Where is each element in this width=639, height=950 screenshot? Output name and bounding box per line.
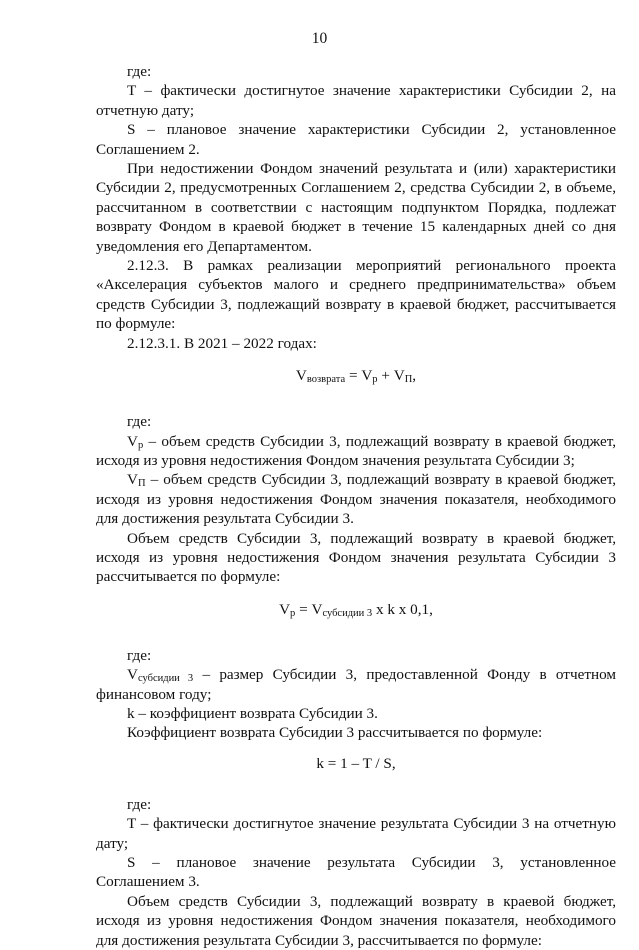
page-number: 10 [311, 30, 328, 47]
formula-symbol: + V [377, 367, 405, 385]
paragraph-coefficient: Коэффициент возврата Субсидии 3 рассчитывается по формуле: [127, 724, 543, 742]
formula-subscript: возврата [306, 374, 346, 386]
paragraph-2-12-3-1: 2.12.3.1. В 2021 – 2022 годах: [127, 334, 317, 352]
formula-symbol: V [127, 471, 138, 489]
definition-k: k – коэффициент возврата Субсидии 3. [127, 704, 378, 722]
definition-vn [96, 470, 616, 528]
formula-subscript: П [404, 374, 413, 386]
formula-subscript: субсидии 3 [137, 673, 194, 685]
formula-symbol: V [127, 666, 138, 684]
formula-subscript: р [137, 439, 144, 451]
paragraph-volume-indicator: Объем средств Субсидии 3, подлежащий возврату в краевой бюджет, исходя из уровня недостижения Фондом значения показателя, необходимого для достижения результата Субсидии 3, рассчитывается по формуле: [96, 892, 616, 949]
definition-text: – размер Субсидии 3, предоставленной Фонду в отчетном финансовом году; [96, 666, 617, 703]
definition-vp [96, 432, 616, 471]
formula-symbol: V [279, 600, 291, 618]
definition-t-subsidy2: T – фактически достигнутое значение характеристики Субсидии 2, на отчетную дату; [96, 82, 616, 119]
formula-symbol: V [127, 432, 138, 450]
definition-text: – объем средств Субсидии 3, подлежащий возврату в краевой бюджет, исходя из уровня недостижения Фондом значения показателя, необходимого для достижения результата Субсидии 3. [96, 471, 616, 528]
formula-subscript: р [290, 607, 296, 619]
definition-t-subsidy3: T – фактически достигнутое значение результата Субсидии 3 на отчетную дату; [96, 815, 616, 852]
formula-symbol: = V [345, 367, 373, 385]
document-body [96, 62, 616, 950]
formula-symbol: V [295, 367, 307, 385]
paragraph-2-12-3: 2.12.3. В рамках реализации мероприятий регионального проекта «Акселерация субъектов малого и среднего предпринимательства» объем средств Субсидии 3, подлежащий возврату в краевой бюджет, рассчитывается по формуле: [96, 257, 616, 333]
formula-symbol: , [412, 367, 417, 385]
where-label: где: [127, 413, 152, 431]
formula-v-return [96, 366, 616, 385]
formula-symbol: = V [295, 600, 323, 618]
formula-vp [96, 600, 616, 619]
paragraph-nonachievement: При недостижении Фондом значений результата и (или) характеристики Субсидии 2, предусмотренных Соглашением 2, средства Субсидии 2, в объеме, рассчитанном в соответствии с настоящим подпунктом Порядка, подлежат возврату Фондом в краевой бюджет в течение 15 календарных дней со дня уведомления его Департаментом. [96, 160, 616, 255]
where-label: где: [127, 63, 152, 80]
definition-s-subsidy2: S – плановое значение характеристики Субсидии 2, установленное Соглашением 2. [96, 121, 616, 158]
formula-k: k = 1 – T / S, [316, 754, 396, 772]
where-label: где: [127, 795, 152, 813]
formula-subscript: субсидии 3 [322, 607, 373, 619]
definition-text: – объем средств Субсидии 3, подлежащий возврату в краевой бюджет, исходя из уровня недостижения Фондом значения результата Субсидии 3; [96, 432, 616, 469]
where-label: где: [127, 646, 152, 664]
definition-s-subsidy3: S – плановое значение результата Субсидии 3, установленное Соглашением 3. [96, 854, 616, 891]
formula-subscript: р [372, 374, 378, 386]
formula-symbol: x k x 0,1, [372, 600, 433, 618]
paragraph-volume-result: Объем средств Субсидии 3, подлежащий возврату в краевой бюджет, исходя из уровня недостижения Фондом значения результата Субсидии 3 рассчитывается по формуле: [96, 529, 616, 586]
definition-v-subsidy3 [96, 665, 616, 704]
formula-subscript: П [137, 478, 146, 490]
